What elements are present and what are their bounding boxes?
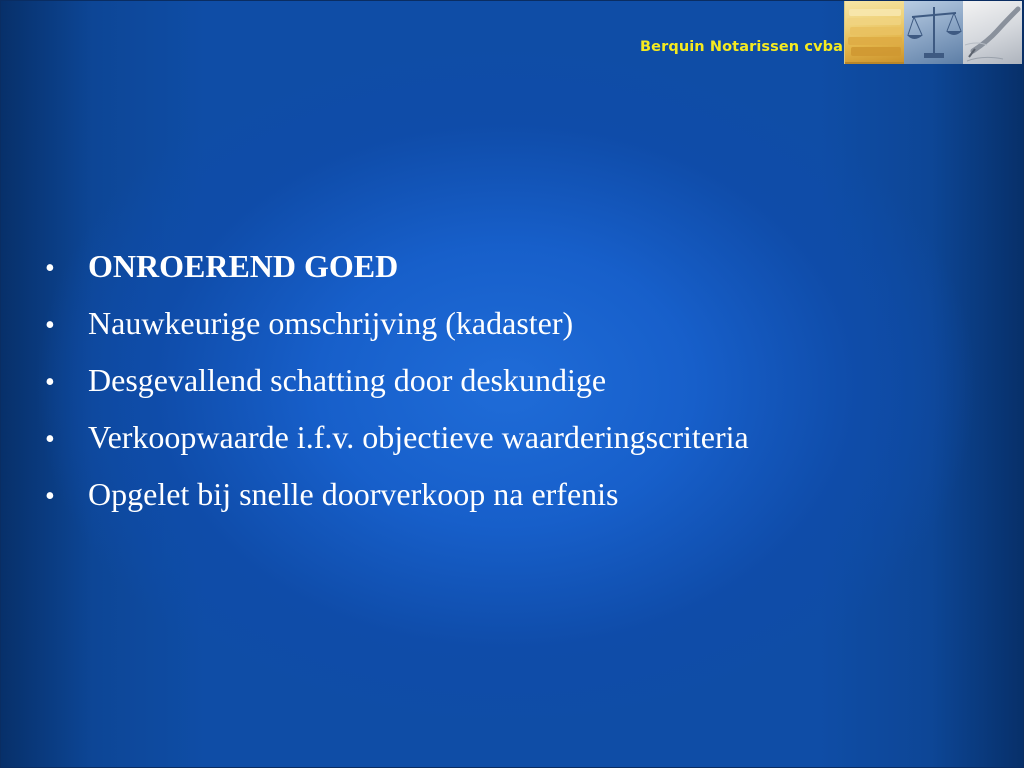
bullet-text: ONROEREND GOED [88, 248, 399, 284]
bullet-item [45, 353, 985, 410]
firm-name: Berquin Notarissen cvba [640, 39, 843, 55]
scales-of-justice-icon [904, 1, 963, 64]
header-image-strip [844, 1, 1023, 64]
bullet-item [45, 410, 985, 467]
books-icon [845, 1, 904, 64]
bullet-item [45, 296, 985, 353]
bullet-marker: • [45, 310, 55, 341]
bullet-marker: • [45, 481, 55, 512]
bullet-marker: • [45, 424, 55, 455]
bullet-list [45, 239, 985, 524]
bullet-text: Nauwkeurige omschrijving (kadaster) [88, 305, 574, 341]
bullet-text: Opgelet bij snelle doorverkoop na erfenis [88, 476, 619, 512]
bullet-text: Verkoopwaarde i.f.v. objectieve waarderingscriteria [88, 419, 749, 455]
bullet-marker: • [45, 367, 55, 398]
bullet-text: Desgevallend schatting door deskundige [88, 362, 607, 398]
bullet-item [45, 239, 985, 296]
bullet-marker: • [45, 253, 55, 284]
pen-writing-icon [963, 1, 1022, 64]
slide-content [45, 239, 985, 524]
bullet-item [45, 467, 985, 524]
